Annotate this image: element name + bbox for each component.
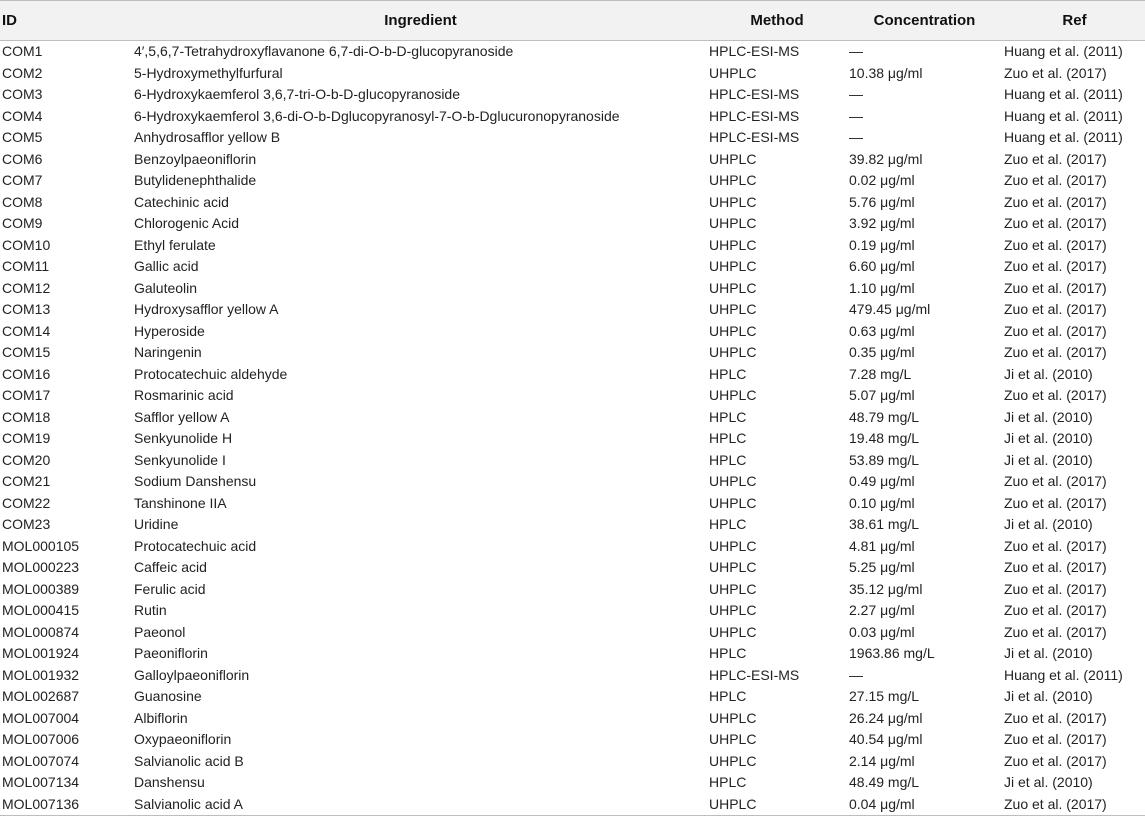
cell-id: COM4 <box>2 107 43 124</box>
cell-method: HPLC <box>709 365 747 382</box>
cell-concentration: 53.89 mg/L <box>849 451 920 468</box>
table-row <box>0 665 1145 687</box>
cell-ingredient: Hydroxysafflor yellow A <box>134 301 279 317</box>
header-id: ID <box>0 1 134 41</box>
cell-ref: Zuo et al. (2017) <box>1004 279 1107 296</box>
cell-method: UHPLC <box>709 709 757 726</box>
cell-ingredient: Salvianolic acid B <box>134 752 244 769</box>
table-row <box>0 41 1145 63</box>
cell-method: UHPLC <box>709 537 757 554</box>
cell-ingredient: Sodium Danshensu <box>134 473 257 489</box>
cell-ref: Ji et al. (2010) <box>1004 516 1093 532</box>
cell-ref: Huang et al. (2011) <box>1004 129 1123 145</box>
cell-ingredient: Salvianolic acid A <box>134 794 707 816</box>
cell-ref: Zuo et al. (2017) <box>1004 172 1107 188</box>
table-row <box>0 450 1145 472</box>
cell-id: COM21 <box>2 473 51 489</box>
cell-ingredient: Oxypaeoniflorin <box>134 731 232 747</box>
cell-id: COM1 <box>2 43 43 59</box>
table-row <box>0 127 1145 149</box>
cell-concentration: — <box>849 43 863 59</box>
cell-id: COM13 <box>2 301 51 317</box>
cell-concentration: 5.76 μg/ml <box>849 193 915 210</box>
cell-method: HPLC <box>709 408 747 425</box>
cell-ingredient: Senkyunolide I <box>134 451 226 468</box>
table-row <box>0 321 1145 343</box>
cell-ref: Ji et al. (2010) <box>1004 774 1093 790</box>
cell-ref: Huang et al. (2011) <box>1004 107 1123 124</box>
cell-ingredient: Senkyunolide H <box>134 430 233 446</box>
header-ref: Ref <box>1002 1 1145 41</box>
cell-concentration: 0.04 μg/ml <box>847 794 1002 816</box>
cell-ref: Ji et al. (2010) <box>1004 451 1093 468</box>
cell-id: COM10 <box>2 236 51 253</box>
cell-ingredient: Hyperoside <box>134 322 205 339</box>
cell-method: UHPLC <box>709 731 757 747</box>
cell-concentration: 2.27 μg/ml <box>849 602 915 618</box>
table-row <box>0 63 1145 85</box>
cell-concentration: 48.49 mg/L <box>849 774 920 790</box>
cell-ingredient: Rosmarinic acid <box>134 387 234 403</box>
cell-id: MOL000415 <box>2 602 80 618</box>
cell-method: HPLC-ESI-MS <box>709 129 800 145</box>
cell-ref: Zuo et al. (2017) <box>1004 709 1107 726</box>
cell-id: COM23 <box>2 516 51 532</box>
table-row <box>0 643 1145 665</box>
table-row <box>0 686 1145 708</box>
cell-ref: Zuo et al. (2017) <box>1004 623 1107 640</box>
cell-method: UHPLC <box>709 172 757 188</box>
table-row <box>0 493 1145 515</box>
cell-ref: Ji et al. (2010) <box>1004 408 1093 425</box>
cell-id: COM15 <box>2 344 51 360</box>
cell-ref: Zuo et al. (2017) <box>1004 494 1107 511</box>
cell-id: MOL002687 <box>2 688 80 704</box>
cell-method: HPLC <box>709 516 747 532</box>
cell-ref: Zuo et al. (2017) <box>1004 602 1107 618</box>
cell-concentration: — <box>849 129 863 145</box>
table-row <box>0 471 1145 493</box>
cell-id: COM3 <box>2 86 43 102</box>
cell-method: UHPLC <box>709 322 757 339</box>
cell-ref: Zuo et al. (2017) <box>1004 258 1107 274</box>
cell-concentration: 19.48 mg/L <box>849 430 920 446</box>
cell-ref: Zuo et al. (2017) <box>1004 301 1107 317</box>
cell-ingredient: Protocatechuic aldehyde <box>134 365 288 382</box>
cell-concentration: 0.10 μg/ml <box>849 494 915 511</box>
cell-method: UHPLC <box>709 580 757 597</box>
cell-id: MOL007074 <box>2 752 80 769</box>
cell-concentration: 3.92 μg/ml <box>849 215 915 231</box>
cell-id: COM12 <box>2 279 51 296</box>
cell-ref: Zuo et al. (2017) <box>1004 559 1107 575</box>
table-row <box>0 364 1145 386</box>
table-row <box>0 385 1145 407</box>
table-row <box>0 622 1145 644</box>
cell-id: COM11 <box>2 258 50 274</box>
cell-ref: Huang et al. (2011) <box>1004 43 1123 59</box>
table-row <box>0 278 1145 300</box>
cell-ref: Zuo et al. (2017) <box>1004 537 1107 554</box>
cell-method: UHPLC <box>709 301 757 317</box>
cell-method: HPLC <box>709 774 747 790</box>
cell-ref: Zuo et al. (2017) <box>1004 752 1107 769</box>
header-ingredient: Ingredient <box>134 1 707 41</box>
cell-concentration: — <box>849 107 863 124</box>
cell-concentration: 26.24 μg/ml <box>849 709 923 726</box>
cell-method: HPLC <box>709 645 747 661</box>
cell-id: MOL007006 <box>2 731 80 747</box>
cell-method: UHPLC <box>709 623 757 640</box>
table-row <box>0 149 1145 171</box>
cell-concentration: 0.19 μg/ml <box>849 236 915 253</box>
cell-id: COM22 <box>2 494 51 511</box>
cell-concentration: 10.38 μg/ml <box>849 64 923 81</box>
cell-id: COM8 <box>2 193 43 210</box>
table-row <box>0 106 1145 128</box>
cell-ingredient: Caffeic acid <box>134 559 207 575</box>
cell-id: MOL001924 <box>2 645 80 661</box>
cell-concentration: 35.12 μg/ml <box>849 580 923 597</box>
table-row <box>0 729 1145 751</box>
cell-ref: Zuo et al. (2017) <box>1004 150 1107 167</box>
table-row <box>0 299 1145 321</box>
cell-id: MOL001932 <box>2 666 80 683</box>
cell-ref: Zuo et al. (2017) <box>1004 322 1107 339</box>
cell-ref: Zuo et al. (2017) <box>1002 794 1145 816</box>
cell-ref: Zuo et al. (2017) <box>1004 64 1107 81</box>
cell-id: COM9 <box>2 215 43 231</box>
cell-id: COM2 <box>2 64 43 81</box>
cell-method: UHPLC <box>709 279 757 296</box>
cell-ingredient: Anhydrosafflor yellow B <box>134 129 281 145</box>
cell-id: COM17 <box>2 387 51 403</box>
cell-ingredient: Butylidenephthalide <box>134 172 257 188</box>
table-row <box>0 84 1145 106</box>
cell-ref: Huang et al. (2011) <box>1004 666 1123 683</box>
table-row <box>0 708 1145 730</box>
cell-ingredient: 6-Hydroxykaemferol 3,6,7-tri-O-b-D-glucopyranoside <box>134 86 461 102</box>
cell-method: HPLC-ESI-MS <box>709 107 800 124</box>
cell-ingredient: 5-Hydroxymethylfurfural <box>134 64 283 81</box>
cell-ref: Ji et al. (2010) <box>1004 430 1093 446</box>
cell-concentration: 48.79 mg/L <box>849 408 920 425</box>
cell-method: UHPLC <box>709 236 757 253</box>
cell-concentration: 2.14 μg/ml <box>849 752 915 769</box>
cell-ingredient: Benzoylpaeoniflorin <box>134 150 257 167</box>
cell-concentration: 5.07 μg/ml <box>849 387 915 403</box>
cell-ingredient: Tanshinone IIA <box>134 494 227 511</box>
cell-method: UHPLC <box>709 494 757 511</box>
cell-concentration: 5.25 μg/ml <box>849 559 915 575</box>
cell-ingredient: Ethyl ferulate <box>134 236 216 253</box>
table-row <box>0 170 1145 192</box>
table-header <box>0 1 1145 41</box>
cell-ingredient: Uridine <box>134 516 179 532</box>
cell-concentration: 38.61 mg/L <box>849 516 920 532</box>
cell-ingredient: Protocatechuic acid <box>134 537 257 554</box>
cell-ref: Ji et al. (2010) <box>1004 688 1093 704</box>
table-row <box>0 772 1145 794</box>
cell-concentration: 0.02 μg/ml <box>849 172 915 188</box>
cell-id: COM16 <box>2 365 51 382</box>
cell-id: MOL000223 <box>2 559 80 575</box>
cell-concentration: 0.63 μg/ml <box>849 322 915 339</box>
cell-ingredient: Paeoniflorin <box>134 645 208 661</box>
cell-concentration: 27.15 mg/L <box>849 688 920 704</box>
cell-ref: Ji et al. (2010) <box>1004 365 1093 382</box>
cell-id: MOL000874 <box>2 623 80 640</box>
cell-method: UHPLC <box>709 64 757 81</box>
cell-concentration: 39.82 μg/ml <box>849 150 923 167</box>
table-row <box>0 794 1145 816</box>
cell-ingredient: Ferulic acid <box>134 580 206 597</box>
cell-concentration: 7.28 mg/L <box>849 365 912 382</box>
cell-method: HPLC-ESI-MS <box>709 666 800 683</box>
table-body <box>0 41 1145 816</box>
cell-id: COM6 <box>2 150 43 167</box>
cell-id: COM14 <box>2 322 51 339</box>
cell-method: HPLC-ESI-MS <box>709 86 800 102</box>
cell-id: COM20 <box>2 451 51 468</box>
cell-ingredient: Safflor yellow A <box>134 408 230 425</box>
cell-id: COM5 <box>2 129 43 145</box>
cell-method: UHPLC <box>709 150 757 167</box>
table-row <box>0 407 1145 429</box>
cell-ingredient: Galloylpaeoniflorin <box>134 666 250 683</box>
cell-ref: Zuo et al. (2017) <box>1004 215 1107 231</box>
cell-concentration: 6.60 μg/ml <box>849 258 915 274</box>
table-row <box>0 192 1145 214</box>
table-row <box>0 579 1145 601</box>
cell-method: HPLC <box>709 451 747 468</box>
cell-id: MOL007134 <box>2 774 80 790</box>
cell-concentration: 40.54 μg/ml <box>849 731 923 747</box>
cell-ref: Zuo et al. (2017) <box>1004 236 1107 253</box>
cell-ref: Zuo et al. (2017) <box>1004 580 1107 597</box>
cell-ref: Zuo et al. (2017) <box>1004 193 1107 210</box>
cell-concentration: 0.49 μg/ml <box>849 473 915 489</box>
header-row <box>0 1 1145 41</box>
cell-ingredient: Guanosine <box>134 688 202 704</box>
cell-ingredient: Danshensu <box>134 774 205 790</box>
cell-ingredient: Paeonol <box>134 623 186 640</box>
cell-ref: Huang et al. (2011) <box>1004 86 1123 102</box>
cell-ingredient: Catechinic acid <box>134 193 229 210</box>
cell-ref: Zuo et al. (2017) <box>1004 731 1107 747</box>
header-method: Method <box>707 1 847 41</box>
cell-concentration: 1963.86 mg/L <box>849 645 935 661</box>
cell-id: COM19 <box>2 430 51 446</box>
table-row <box>0 536 1145 558</box>
cell-method: UHPLC <box>709 215 757 231</box>
cell-ingredient: Galuteolin <box>134 279 198 296</box>
table-row <box>0 428 1145 450</box>
cell-concentration: 0.03 μg/ml <box>849 623 915 640</box>
cell-ref: Zuo et al. (2017) <box>1004 344 1107 360</box>
cell-ingredient: Rutin <box>134 602 167 618</box>
cell-method: UHPLC <box>709 258 757 274</box>
cell-concentration: 1.10 μg/ml <box>849 279 915 296</box>
cell-concentration: — <box>849 666 863 683</box>
cell-method: UHPLC <box>707 794 847 816</box>
cell-id: MOL000389 <box>2 580 80 597</box>
table-row <box>0 514 1145 536</box>
cell-ingredient: 6-Hydroxykaemferol 3,6-di-O-b-Dglucopyranosyl-7-O-b-Dglucuronopyranoside <box>134 107 620 124</box>
cell-ref: Ji et al. (2010) <box>1004 645 1093 661</box>
cell-concentration: — <box>849 86 863 102</box>
cell-ref: Zuo et al. (2017) <box>1004 387 1107 403</box>
cell-method: UHPLC <box>709 559 757 575</box>
cell-id: COM18 <box>2 408 51 425</box>
cell-ingredient: Albiflorin <box>134 709 188 726</box>
table-row <box>0 213 1145 235</box>
cell-ingredient: 4′,5,6,7-Tetrahydroxyflavanone 6,7-di-O-b-D-glucopyranoside <box>134 43 514 59</box>
cell-method: HPLC-ESI-MS <box>709 43 800 59</box>
cell-id: MOL007004 <box>2 709 80 726</box>
cell-method: UHPLC <box>709 602 757 618</box>
table-row <box>0 557 1145 579</box>
cell-ingredient: Chlorogenic Acid <box>134 215 240 231</box>
cell-method: UHPLC <box>709 387 757 403</box>
cell-ingredient: Gallic acid <box>134 258 199 274</box>
table-row <box>0 342 1145 364</box>
table-row <box>0 600 1145 622</box>
cell-method: UHPLC <box>709 193 757 210</box>
table-row <box>0 256 1145 278</box>
table-row <box>0 751 1145 773</box>
cell-id: MOL007136 <box>0 794 134 816</box>
cell-concentration: 479.45 μg/ml <box>849 301 931 317</box>
cell-concentration: 4.81 μg/ml <box>849 537 915 554</box>
cell-method: UHPLC <box>709 752 757 769</box>
cell-method: UHPLC <box>709 344 757 360</box>
cell-ingredient: Naringenin <box>134 344 202 360</box>
cell-method: HPLC <box>709 430 747 446</box>
cell-method: HPLC <box>709 688 747 704</box>
cell-method: UHPLC <box>709 473 757 489</box>
table-row <box>0 235 1145 257</box>
cell-id: MOL000105 <box>2 537 80 554</box>
header-concentration: Concentration <box>847 1 1002 41</box>
cell-id: COM7 <box>2 172 43 188</box>
cell-ref: Zuo et al. (2017) <box>1004 473 1107 489</box>
cell-concentration: 0.35 μg/ml <box>849 344 915 360</box>
